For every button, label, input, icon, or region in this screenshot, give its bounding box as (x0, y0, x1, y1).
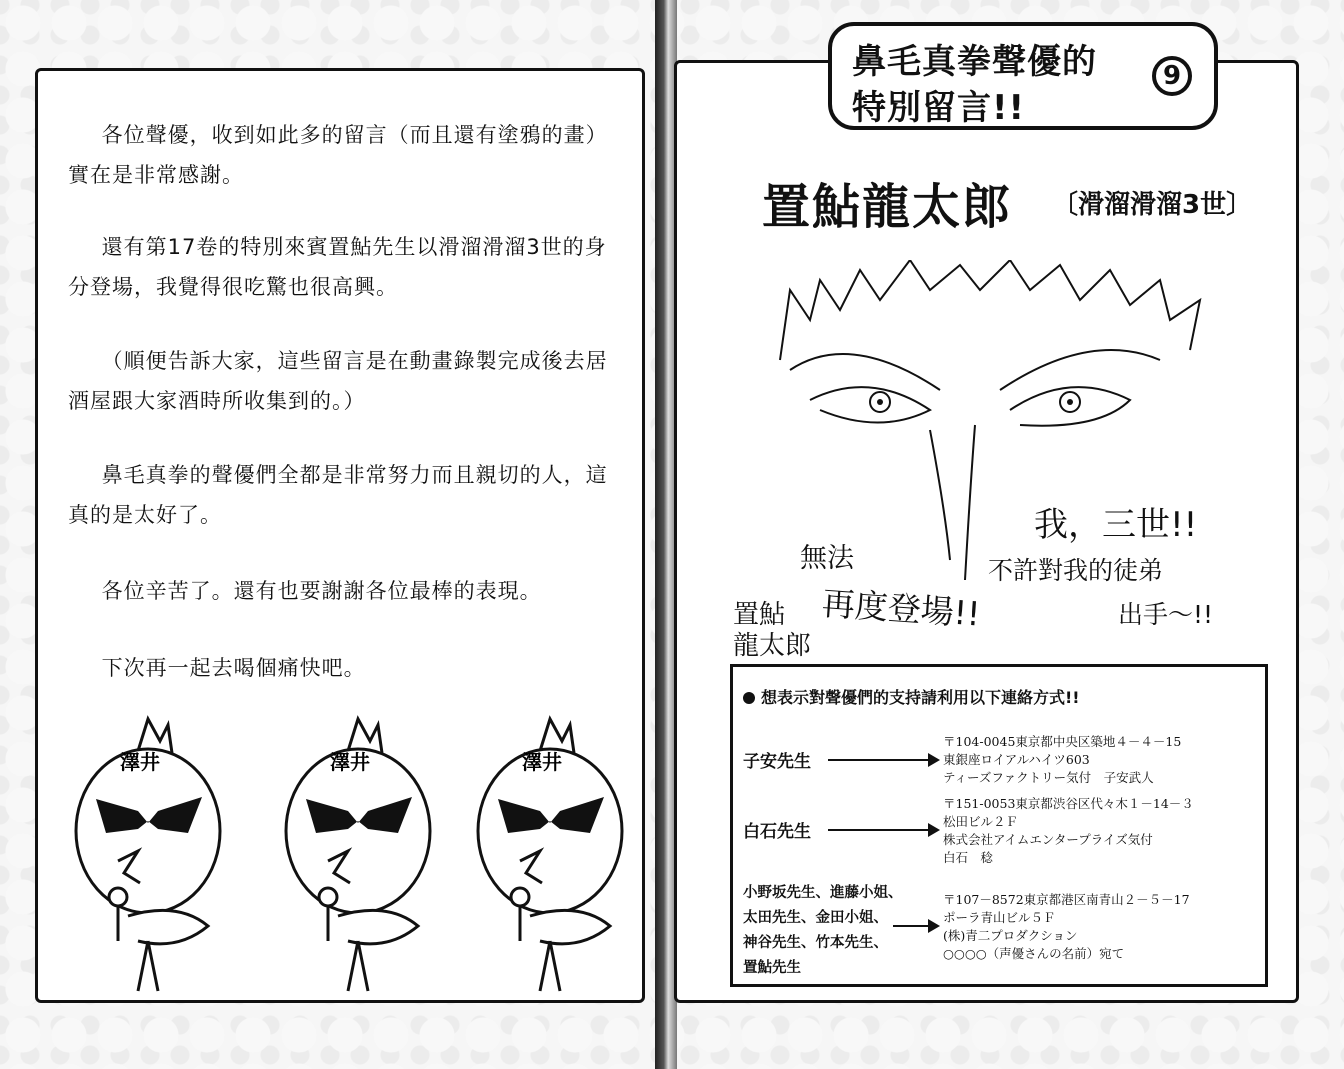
contact-box (730, 664, 1268, 987)
contact-address (943, 795, 1194, 867)
address-line: ポーラ青山ビル５Ｆ (943, 910, 1056, 925)
contact-heading (743, 685, 1080, 708)
arrow-icon (893, 925, 938, 927)
address-line: 松田ビル２Ｆ (943, 814, 1019, 829)
handwritten-line: 無法 (800, 543, 854, 574)
bird-character (68, 711, 228, 1001)
address-line: ティーズファクトリー気付 子安武人 (943, 770, 1154, 785)
handwritten-line: 我，三世!! (1034, 505, 1198, 545)
handwritten-line: 出手～!! (1118, 600, 1214, 629)
address-line: 〒151-0053東京都渋谷区代々木１－14－３ (943, 796, 1194, 811)
contact-name: 太田先生、金田小姐、 (743, 910, 888, 926)
chapter-number-badge: 9 (1152, 56, 1192, 96)
message-paragraph-2 (68, 227, 628, 307)
bird-name-label: 澤井 (120, 750, 160, 774)
paragraph-text: 下次再一起去喝個痛快吧。 (101, 656, 366, 680)
paragraph-text: 各位辛苦了。還有也要謝謝各位最棒的表現。 (101, 579, 542, 603)
paragraph-text: 還有第17卷的特別來賓置鮎先生以滑溜滑溜3世的身分登場，我覺得很吃驚也很高興。 (68, 235, 607, 299)
left-page (35, 68, 645, 1003)
arrow-icon (828, 829, 938, 831)
contact-name: 子安先生 (743, 752, 811, 772)
handwritten-line: 不許對我的徒弟 (988, 556, 1164, 585)
contact-heading-text: 想表示對聲優們的支持請利用以下連絡方式!! (761, 688, 1080, 707)
bird-name-label: 澤井 (330, 750, 370, 774)
paragraph-text: （順便告訴大家，這些留言是在動畫錄製完成後去居酒屋跟大家酒時所收集到的。） (68, 349, 608, 413)
arrow-icon (828, 759, 938, 761)
address-line: 東銀座ロイアルハイツ603 (943, 752, 1090, 767)
bird-character (470, 711, 630, 1001)
address-line: 株式会社アイムエンタープライズ気付 (943, 832, 1153, 847)
guest-role: 〔滑溜滑溜3世〕 (1052, 190, 1253, 220)
contact-name: 置鮎先生 (743, 960, 801, 976)
title-badge (828, 22, 1218, 130)
contact-name: 神谷先生、竹本先生、 (743, 935, 888, 951)
bird-drawing (68, 711, 228, 1001)
contact-address (943, 891, 1190, 963)
message-paragraph-4 (68, 455, 628, 535)
contact-name: 小野坂先生、進藤小姐、 (743, 885, 903, 901)
handwritten-signature: 龍太郎 (733, 631, 812, 661)
message-paragraph-6 (68, 648, 628, 688)
message-paragraph-1 (68, 115, 628, 195)
paragraph-text: 各位聲優，收到如此多的留言（而且還有塗鴉的畫）實在是非常感謝。 (68, 123, 608, 187)
paragraph-text: 鼻毛真拳的聲優們全都是非常努力而且親切的人，這真的是太好了。 (68, 463, 608, 527)
guest-name: 置鮎龍太郎 (762, 179, 1013, 235)
address-line: 〒104-0045東京都中央区築地４－４－15 (943, 734, 1182, 749)
message-paragraph-5 (68, 571, 628, 611)
contact-name: 白石先生 (743, 822, 811, 842)
bird-drawing (470, 711, 630, 1001)
bird-drawing (278, 711, 438, 1001)
handwritten-signature: 置鮎 (733, 600, 786, 630)
title-line-1: 鼻毛真拳聲優的 (852, 42, 1097, 82)
bird-name-label: 澤井 (522, 750, 562, 774)
address-line: 白石 稔 (943, 850, 994, 865)
title-line-2: 特別留言!! (852, 88, 1026, 128)
bullet-icon (743, 692, 755, 704)
address-line: ○○○○（声優さんの名前）宛て (943, 946, 1125, 961)
address-line: 〒107－8572東京都港区南青山２－５－17 (943, 892, 1190, 907)
bird-character (278, 711, 438, 1001)
handwritten-line: 再度登場!! (820, 583, 982, 634)
message-paragraph-3 (68, 341, 628, 421)
contact-names-group (743, 881, 903, 981)
address-line: (株)青二プロダクション (943, 928, 1078, 943)
contact-address (943, 733, 1181, 787)
